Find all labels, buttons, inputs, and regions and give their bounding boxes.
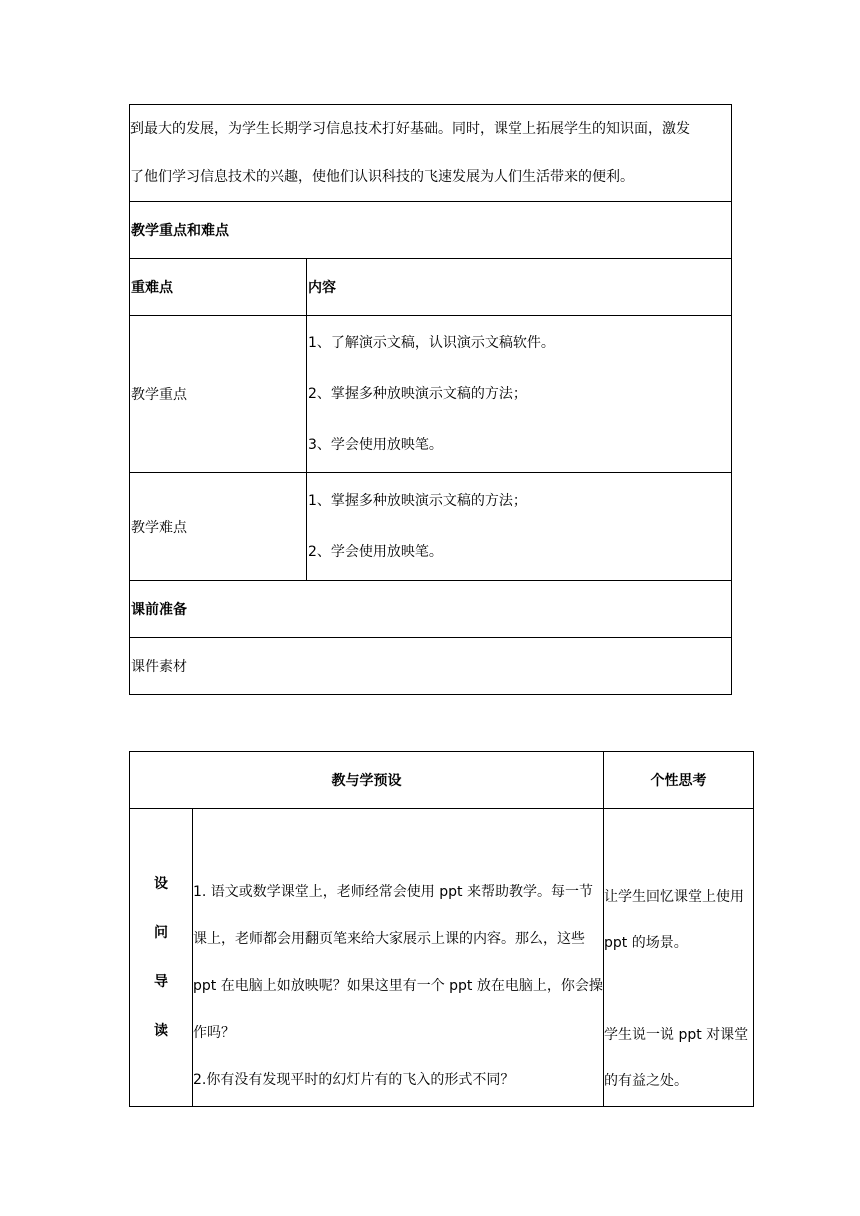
stage-char: 导 xyxy=(154,973,168,990)
thoughts-cell xyxy=(604,809,754,1107)
stage-char: 读 xyxy=(154,1022,168,1039)
row-label-difficulty: 教学难点 xyxy=(130,473,307,581)
lesson-info-table xyxy=(129,104,732,695)
plan-header-main: 教与学预设 xyxy=(130,752,604,809)
key-point-item: 3、学会使用放映笔。 xyxy=(308,436,443,453)
section-title-preparation: 课前准备 xyxy=(130,581,732,638)
stage-label xyxy=(130,809,193,1107)
intro-line: 到最大的发展，为学生长期学习信息技术打好基础。同时，课堂上拓展学生的知识面，激发 xyxy=(130,121,690,137)
header-content: 内容 xyxy=(307,259,732,316)
stage-char: 设 xyxy=(154,875,168,892)
intro-cell xyxy=(130,105,732,202)
plan-paragraph: 1. 语文或数学课堂上，老师经常会使用 ppt 来帮助教学。每一节课上，老师都会用翻页笔来给大家展示上课的内容。那么，这些 ppt 在电脑上如放映呢？如果这里有一个 ppt 放在电脑上，你会操作吗？ xyxy=(193,884,603,1041)
plan-content xyxy=(193,809,604,1107)
difficulty-items xyxy=(307,473,732,581)
difficulty-item: 1、掌握多种放映演示文稿的方法； xyxy=(308,492,527,509)
section-title-key-points: 教学重点和难点 xyxy=(130,202,732,259)
thought-item: 让学生回忆课堂上使用 ppt 的场景。 xyxy=(604,889,744,951)
thought-item: 学生说一说 ppt 对课堂的有益之处。 xyxy=(604,1027,749,1089)
row-label-key-point: 教学重点 xyxy=(130,316,307,473)
stage-char: 问 xyxy=(154,924,168,941)
plan-header-side: 个性思考 xyxy=(604,752,754,809)
plan-paragraph: 2.你有没有发现平时的幻灯片有的飞入的形式不同？ xyxy=(193,1072,515,1088)
preparation-content: 课件素材 xyxy=(130,638,732,695)
key-point-item: 1、了解演示文稿，认识演示文稿软件。 xyxy=(308,334,555,351)
difficulty-item: 2、学会使用放映笔。 xyxy=(308,543,443,560)
intro-line: 了他们学习信息技术的兴趣，使他们认识科技的飞速发展为人们生活带来的便利。 xyxy=(130,169,634,185)
header-difficulty: 重难点 xyxy=(130,259,307,316)
lesson-plan-table xyxy=(129,751,754,1107)
key-point-items xyxy=(307,316,732,473)
key-point-item: 2、掌握多种放映演示文稿的方法； xyxy=(308,385,527,402)
